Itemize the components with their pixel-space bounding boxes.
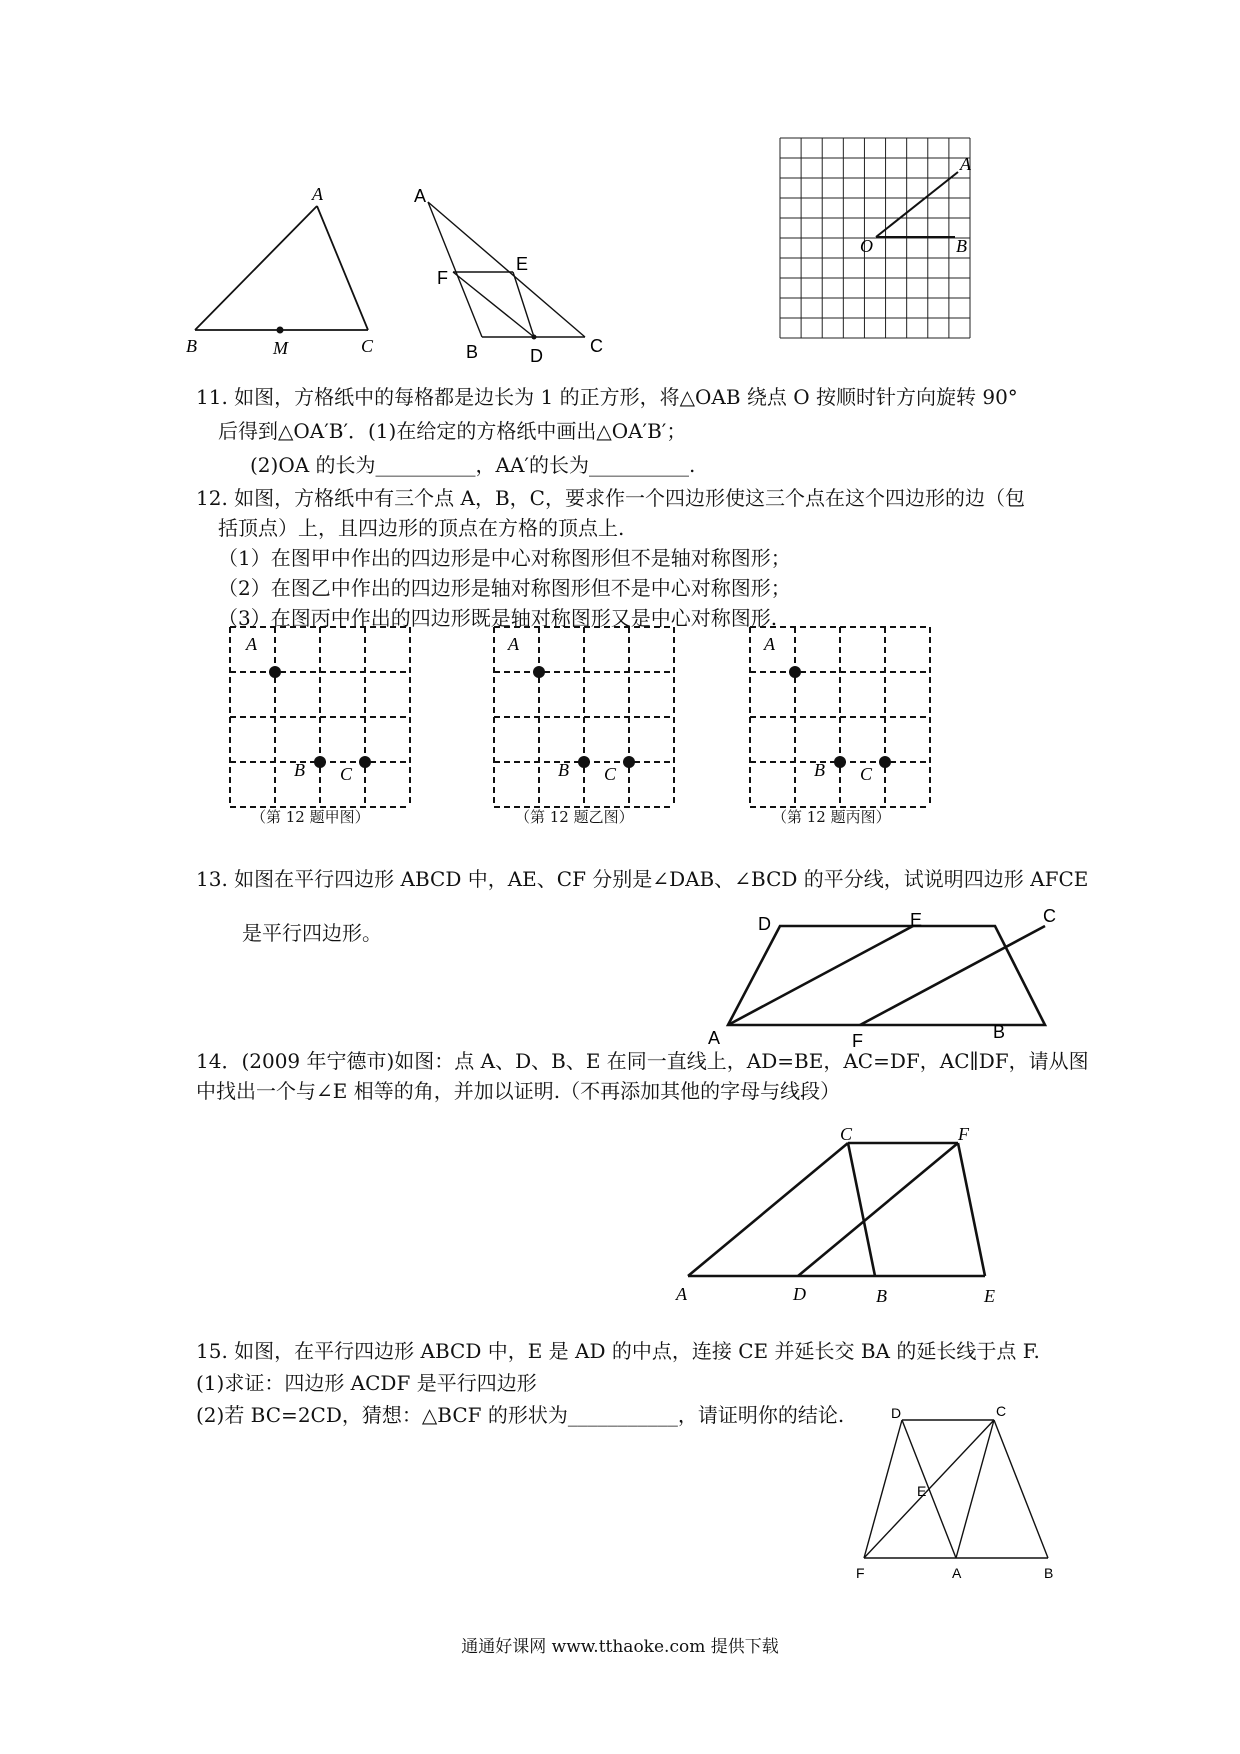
q12-item3: （3）在图丙中作出的四边形既是轴对称图形又是中心对称图形.	[218, 606, 778, 630]
q12-item1: （1）在图甲中作出的四边形是中心对称图形但不是轴对称图形；	[218, 546, 791, 570]
q12-caption-c: （第 12 题丙图）	[772, 808, 891, 826]
q14-line2: 中找出一个与∠E 相等的角，并加以证明.（不再添加其他的字母与线段）	[196, 1079, 841, 1103]
label-g1-c: C	[340, 764, 353, 784]
q12-line1: 12. 如图，方格纸中有三个点 A，B，C，要求作一个四边形使这三个点在这个四边形的边（包	[196, 486, 1025, 510]
label-f14-d: D	[793, 1284, 806, 1304]
label-f13-f: F	[852, 1031, 863, 1051]
label-grid-b: B	[956, 236, 967, 256]
q12-line2: 括顶点）上，且四边形的顶点在方格的顶点上.	[218, 516, 625, 540]
label-f15-f: F	[856, 1565, 865, 1581]
label-fig2-d: D	[530, 346, 543, 366]
label-g3-a: A	[764, 634, 775, 654]
q13-line1: 13. 如图在平行四边形 ABCD 中，AE、CF 分别是∠DAB、∠BCD 的平分线，试说明四边形 AFCE	[196, 867, 1089, 891]
q12-caption-b: （第 12 题乙图）	[515, 808, 634, 826]
label-tri-m: M	[273, 338, 288, 358]
label-f14-c: C	[840, 1124, 853, 1144]
label-f14-b: B	[876, 1286, 887, 1306]
label-g3-c: C	[860, 764, 873, 784]
q12-caption-a: （第 12 题甲图）	[251, 808, 370, 826]
q12-item2: （2）在图乙中作出的四边形是轴对称图形但不是中心对称图形；	[218, 576, 791, 600]
q11-line2: 后得到△OA′B′．(1)在给定的方格纸中画出△OA′B′；	[218, 419, 687, 443]
label-tri-a: A	[312, 184, 323, 204]
q15-line1: 15. 如图，在平行四边形 ABCD 中，E 是 AD 的中点，连接 CE 并延长交 BA 的延长线于点 F.	[196, 1339, 1040, 1363]
label-f13-b: B	[993, 1022, 1006, 1042]
label-f15-a: A	[952, 1565, 962, 1581]
label-f15-e: E	[917, 1483, 927, 1499]
page-footer: 通通好课网 www.tthaoke.com 提供下载	[461, 1637, 779, 1657]
label-f13-a: A	[708, 1028, 721, 1048]
label-f14-e: E	[984, 1286, 995, 1306]
label-tri-c: C	[361, 336, 374, 356]
q11-line3: (2)OA 的长为__________，AA′的长为__________.	[250, 453, 696, 477]
q14-line1: 14．(2009 年宁德市)如图：点 A、D、B、E 在同一直线上，AD=BE，AC=DF，AC∥DF，请从图	[196, 1049, 1089, 1073]
label-g2-b: B	[558, 760, 569, 780]
label-f13-e: E	[910, 910, 923, 930]
q15-line2: (1)求证：四边形 ACDF 是平行四边形	[196, 1371, 537, 1395]
label-f14-a: A	[676, 1284, 687, 1304]
label-tri-b: B	[186, 336, 197, 356]
q13-line2: 是平行四边形。	[242, 921, 382, 945]
label-f15-c: C	[996, 1403, 1007, 1419]
label-f14-f: F	[958, 1124, 969, 1144]
label-f13-c: C	[1043, 906, 1056, 926]
label-f15-b: B	[1044, 1565, 1054, 1581]
label-grid-a: A	[960, 154, 971, 174]
label-fig2-e: E	[516, 254, 529, 274]
label-fig2-c: C	[590, 336, 603, 356]
label-g1-a: A	[246, 634, 257, 654]
label-grid-o: O	[860, 236, 873, 256]
q15-line3: (2)若 BC=2CD，猜想：△BCF 的形状为___________，请证明你的结论.	[196, 1403, 845, 1427]
q11-line1: 11. 如图，方格纸中的每格都是边长为 1 的正方形，将△OAB 绕点 O 按顺时针方向旋转 90°	[196, 385, 1018, 409]
label-f15-d: D	[891, 1405, 902, 1421]
label-f13-d: D	[758, 914, 771, 934]
label-g3-b: B	[814, 760, 825, 780]
label-g2-a: A	[508, 634, 519, 654]
label-fig2-a: A	[414, 186, 427, 206]
label-g2-c: C	[604, 764, 617, 784]
label-fig2-f: F	[437, 268, 448, 288]
label-fig2-b: B	[466, 342, 479, 362]
label-g1-b: B	[294, 760, 305, 780]
